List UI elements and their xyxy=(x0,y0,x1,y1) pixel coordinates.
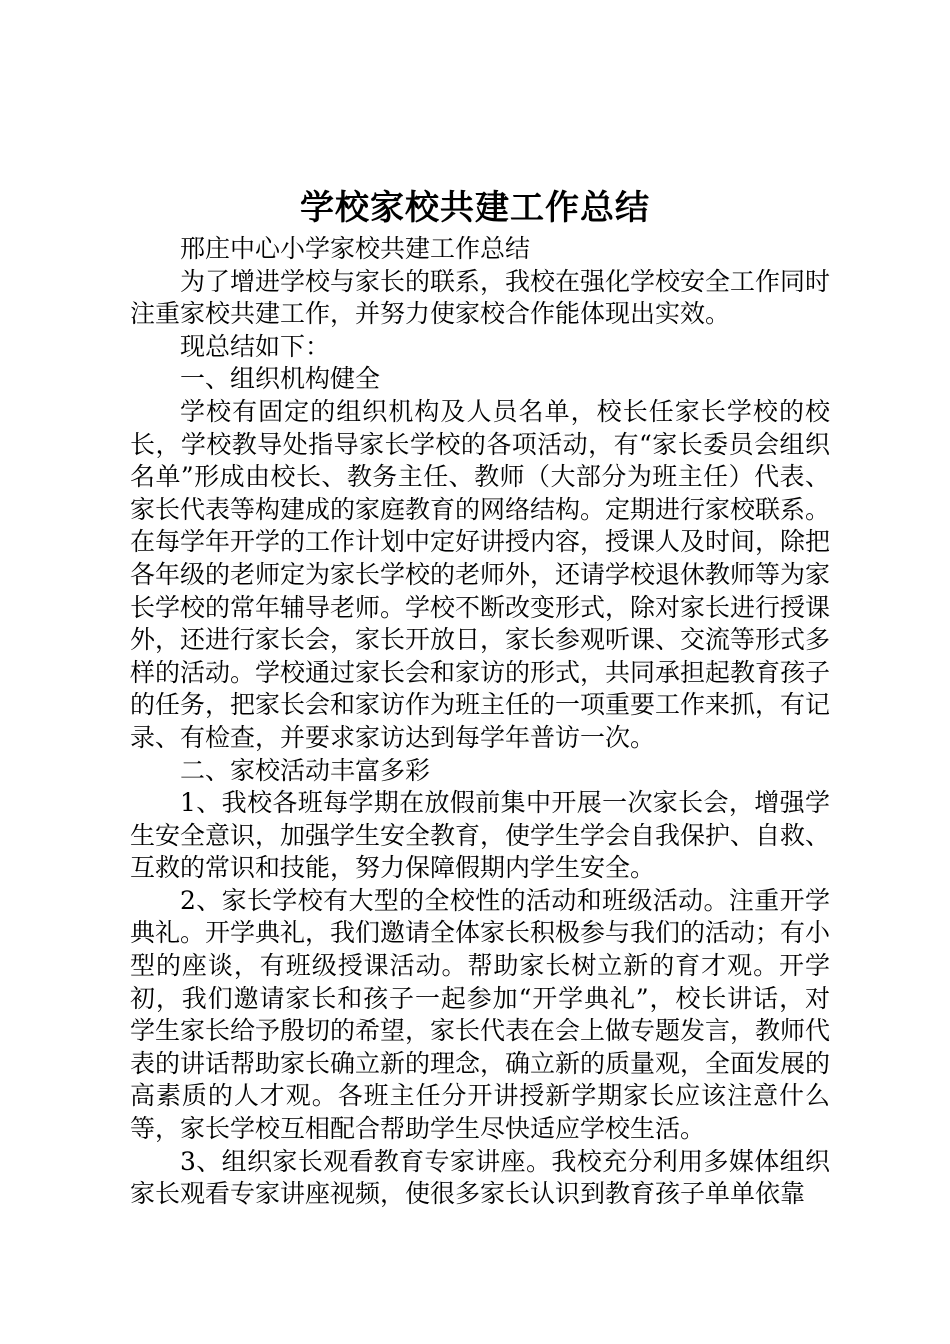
paragraph-activity-1: 1、我校各班每学期在放假前集中开展一次家长会，增强学生安全意识，加强学生安全教育，使学生学会自我保护、自救、互救的常识和技能，努力保障假期内学生安全。 xyxy=(130,788,831,883)
paragraph-summary-lead: 现总结如下： xyxy=(180,331,331,361)
document-title: 学校家校共建工作总结 xyxy=(300,188,650,228)
paragraph-organization: 学校有固定的组织机构及人员名单，校长任家长学校的校长，学校教导处指导家长学校的各项活动，有“家长委员会组织名单”形成由校长、教务主任、教师（大部分为班主任）代表、家长代表等构建成的家庭教育的网络结构。定期进行家校联系。在每学年开学的工作计划中定好讲授内容，授课人及时间，除把各年级的老师定为家长学校的老师外，还请学校退休教师等为家长学校的常年辅导老师。学校不断改变形式，除对家长进行授课外，还进行家长会，家长开放日，家长参观听课、交流等形式多样的活动。学校通过家长会和家访的形式，共同承担起教育孩子的任务，把家长会和家访作为班主任的一项重要工作来抓，有记录、有检查，并要求家访达到每学年普访一次。 xyxy=(130,396,831,752)
paragraph-subtitle: 邢庄中心小学家校共建工作总结 xyxy=(180,234,531,263)
section-heading-1: 一、组织机构健全 xyxy=(180,364,381,394)
paragraph-activity-2: 2、家长学校有大型的全校性的活动和班级活动。注重开学典礼。开学典礼，我们邀请全体家长积极参与我们的活动；有小型的座谈，有班级授课活动。帮助家长树立新的育才观。开学初，我们邀请家长和孩子一起参加“开学典礼”，校长讲话，对学生家长给予殷切的希望，家长代表在会上做专题发言，教师代表的讲话帮助家长确立新的理念，确立新的质量观，全面发展的高素质的人才观。各班主任分开讲授新学期家长应该注意什么等，家长学校互相配合帮助学生尽快适应学校生活。 xyxy=(130,885,831,1144)
document-body xyxy=(130,233,830,1211)
paragraph-activity-3: 3、组织家长观看教育专家讲座。我校充分利用多媒体组织家长观看专家讲座视频，使很多家长认识到教育孩子单单依靠 xyxy=(130,1146,830,1209)
paragraph-intro: 为了增进学校与家长的联系，我校在强化学校安全工作同时注重家校共建工作，并努力使家校合作能体现出实效。 xyxy=(130,266,831,329)
section-heading-2: 二、家校活动丰富多彩 xyxy=(180,755,431,785)
